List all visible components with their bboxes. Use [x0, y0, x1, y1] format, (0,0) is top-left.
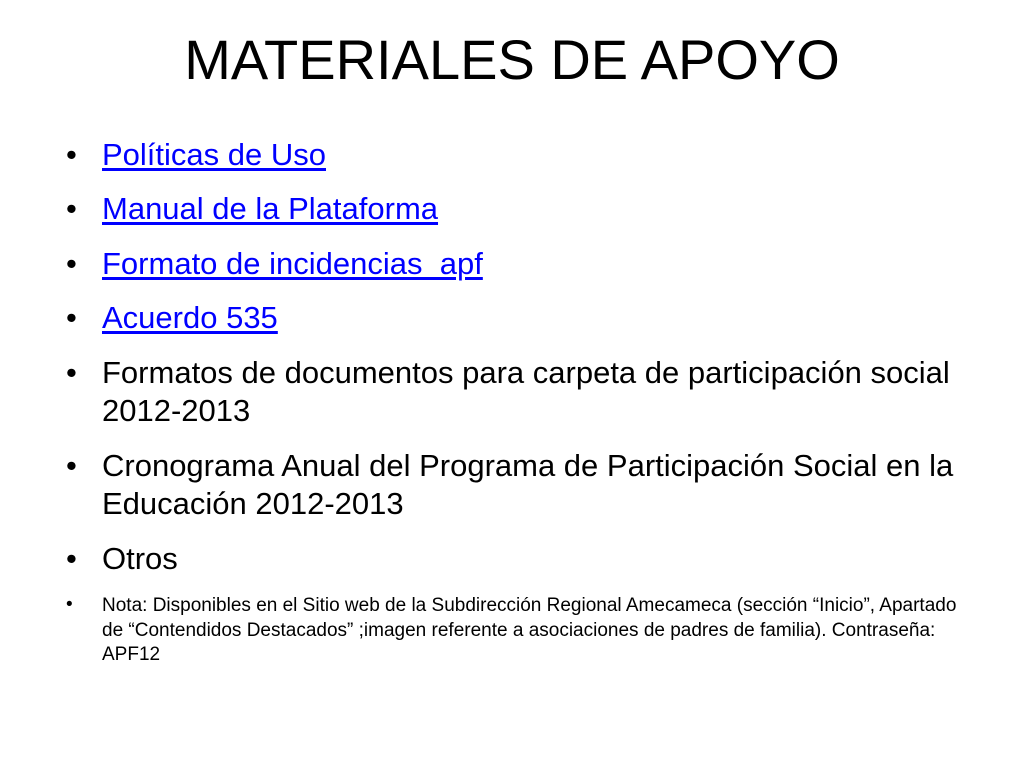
slide-title: MATERIALES DE APOYO: [184, 28, 840, 91]
bullet-icon: •: [66, 137, 77, 172]
bullet-icon: •: [66, 300, 77, 336]
bullet-icon: •: [66, 593, 73, 615]
list-item: [60, 190, 980, 228]
list-item: [60, 540, 980, 578]
bullet-icon: •: [66, 540, 77, 576]
note-text: Nota: Disponibles en el Sitio web de la Subdirección Regional Amecameca (sección “Inicio”, Apartado de “Contendidos Destacados” ;imagen referente a asociaciones de padres de familia). Contraseña: APF12: [102, 594, 957, 666]
bullet-icon: •: [66, 245, 77, 281]
note-item: [60, 594, 980, 668]
list-item: [60, 136, 980, 174]
bullet-icon: •: [66, 354, 77, 390]
list-item: [60, 354, 980, 431]
bullet-icon: •: [66, 191, 77, 227]
item-text-formatos: Formatos de documentos para carpeta de participación social 2012-2013: [102, 354, 950, 429]
link-acuerdo-535[interactable]: Acuerdo 535: [102, 300, 278, 336]
list-item: [60, 299, 980, 337]
link-formato-incidencias[interactable]: Formato de incidencias_apf: [102, 245, 483, 281]
list-item: [60, 245, 980, 283]
bullet-icon: •: [66, 447, 77, 483]
link-manual-plataforma[interactable]: Manual de la Plataforma: [102, 191, 439, 227]
bullet-list: [60, 136, 980, 668]
link-politicas-de-uso[interactable]: Políticas de Uso: [102, 137, 326, 172]
item-text-cronograma: Cronograma Anual del Programa de Participación Social en la Educación 2012-2013: [102, 447, 954, 522]
item-text-otros: Otros: [102, 540, 178, 576]
list-item: [60, 447, 980, 524]
